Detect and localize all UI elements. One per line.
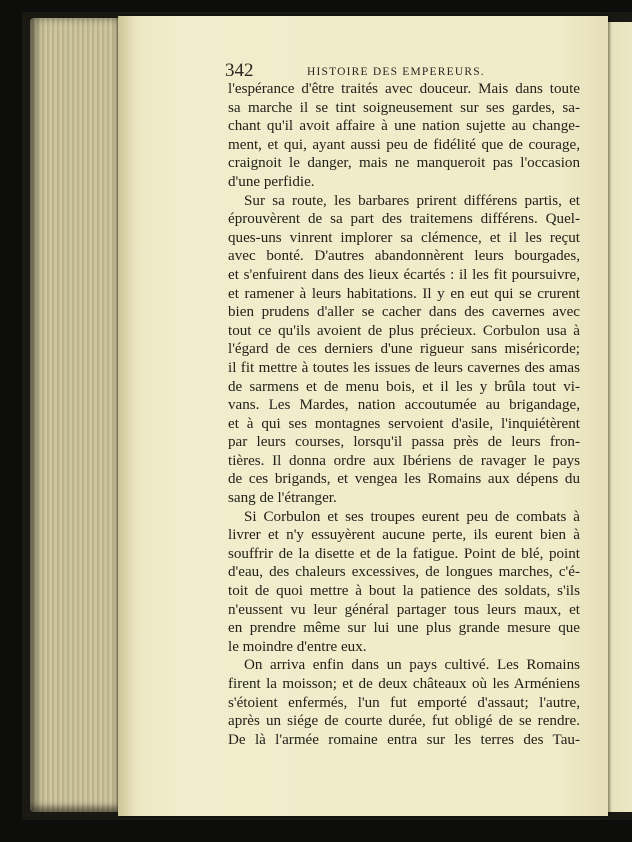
text-line: vans. Les Mardes, nation accoutumée au brigandage, bbox=[228, 397, 580, 414]
text-line: il fit mettre à toutes les issues de leurs cavernes des amas bbox=[228, 359, 580, 376]
text-line: et s'enfuirent dans des lieux écartés : il les fit poursuivre, bbox=[228, 266, 580, 283]
text-line: On arriva enfin dans un pays cultivé. Les Romains bbox=[244, 657, 580, 674]
text-line: ment, et qui, ayant aussi peu de fidélité que de courage, bbox=[228, 136, 580, 153]
page-number: 342 bbox=[225, 60, 254, 81]
text-line: après un siége de courte durée, fut obligé de se rendre. bbox=[228, 713, 580, 730]
page-header bbox=[225, 60, 577, 82]
next-page-edge bbox=[606, 22, 632, 812]
text-line: ques-uns vinrent implorer sa clémence, et il les reçut bbox=[228, 229, 580, 246]
text-line: sa marche il se tint soigneusement sur ses gardes, sa- bbox=[228, 99, 580, 116]
text-line: firent la moisson; et de deux châteaux où les Arméniens bbox=[228, 676, 580, 692]
text-line: et ramener à leurs habitations. Il y en eut qui se crurent bbox=[228, 285, 580, 302]
text-line: bien prudens d'aller se cacher dans des cavernes avec bbox=[228, 304, 580, 321]
text-line: le moindre d'entre eux. bbox=[228, 638, 367, 655]
text-line: avec bonté. D'autres abandonnèrent leurs bourgades, bbox=[228, 248, 580, 265]
text-line: de ces brigands, et vengea les Romains aux dépens du bbox=[228, 471, 580, 488]
running-head: HISTOIRE DES EMPEREURS. bbox=[307, 66, 485, 78]
text-line: l'espérance d'être traités avec douceur. Mais dans toute bbox=[228, 81, 580, 97]
text-line: de sarmens et de menu bois, et il les y brûla tout vi- bbox=[228, 378, 580, 395]
text-line: De là l'armée romaine entra sur les terres des Tau- bbox=[228, 731, 580, 748]
text-line: Si Corbulon et ses troupes eurent peu de combats à bbox=[244, 508, 580, 525]
body-text bbox=[228, 80, 580, 749]
text-line: éprouvèrent de sa part des traitemens différens. Quel- bbox=[228, 211, 580, 228]
text-line: souffrir de la disette et de la fatigue. Point de blé, point bbox=[228, 545, 580, 562]
text-line: n'eussent vu leur général partager tous leurs maux, et bbox=[228, 601, 580, 618]
text-line: et à qui ses montagnes servoient d'asile, l'inquiétèrent bbox=[228, 415, 580, 432]
text-line: en prendre même sur lui une plus grande mesure que bbox=[228, 620, 580, 637]
text-line: d'eau, des chaleurs excessives, de longues marches, c'é- bbox=[228, 564, 580, 581]
text-line: toit de quoi mettre à bout la patience des soldats, s'ils bbox=[228, 583, 580, 600]
text-line: d'une perfidie. bbox=[228, 173, 315, 190]
text-line: tières. Il donna ordre aux Ibériens de ravager le pays bbox=[228, 452, 580, 469]
text-line: tout ce qu'ils avoient de plus précieux. Corbulon usa à bbox=[228, 322, 580, 339]
page-edges bbox=[30, 18, 118, 812]
text-line: sang de l'étranger. bbox=[228, 490, 337, 507]
text-line: par leurs courses, lorsqu'il passa près de leurs fron- bbox=[228, 434, 580, 451]
text-line: livrer et n'y essuyèrent aucune perte, ils eurent bien à bbox=[228, 527, 580, 544]
text-line: s'étoient enfermés, l'un fut emporté d'assaut; l'autre, bbox=[228, 694, 580, 711]
text-line: l'égard de ces derniers d'une rigueur sans miséricorde; bbox=[228, 341, 580, 358]
text-line: craignoit le danger, mais ne manqueroit pas l'occasion bbox=[228, 155, 580, 172]
text-line: chant qu'il avoit affaire à une nation sujette au change- bbox=[228, 118, 580, 135]
text-line: Sur sa route, les barbares prirent différens partis, et bbox=[244, 192, 580, 209]
